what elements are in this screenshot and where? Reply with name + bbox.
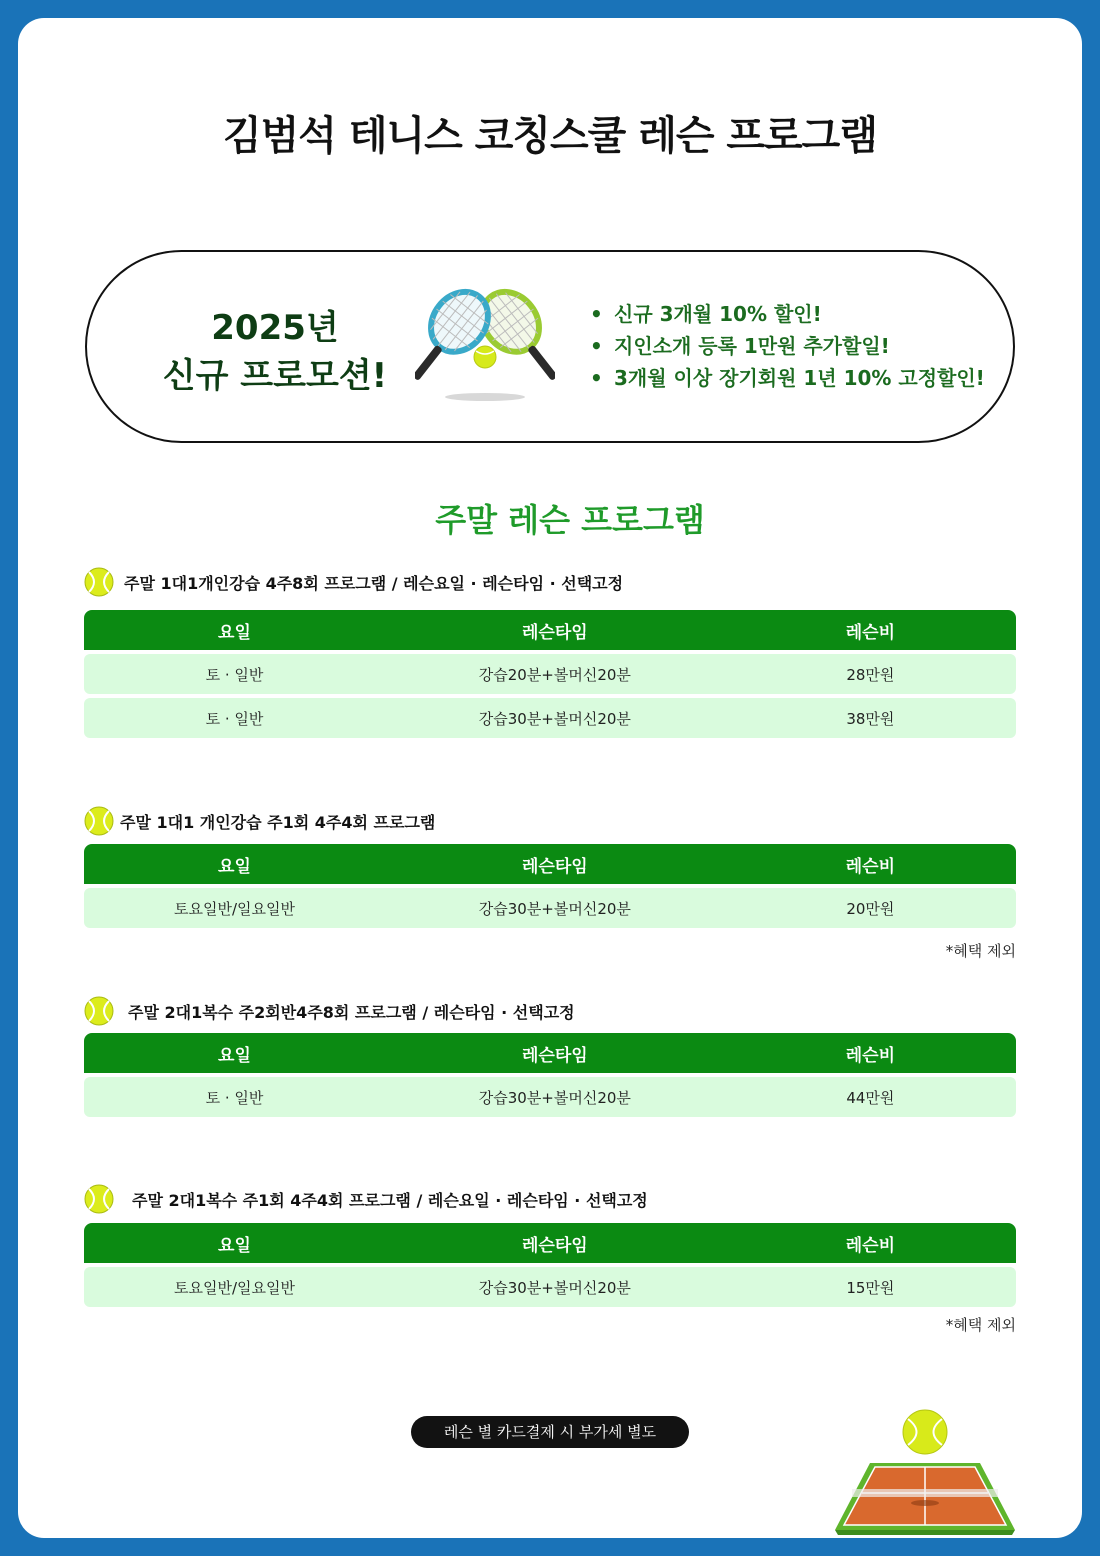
- tennis-ball-icon: [84, 567, 114, 597]
- tennis-court-icon: [830, 1405, 1020, 1535]
- col-fee: 레슨비: [845, 1045, 896, 1066]
- table-header: [84, 610, 1016, 650]
- promo-title: 신규 프로모션!: [162, 356, 388, 396]
- tennis-ball-icon: [84, 1184, 114, 1214]
- program-title: 주말 1대1개인강습 4주8회 프로그램 / 레슨요일 · 레슨타임 · 선택고정: [84, 566, 623, 598]
- col-day: 요일: [218, 622, 251, 643]
- col-time: 레슨타임: [522, 856, 588, 877]
- benefit-excluded-note: *혜택 제외: [945, 1316, 1016, 1334]
- col-day: 요일: [218, 1235, 251, 1256]
- col-fee: 레슨비: [845, 622, 896, 643]
- table-header: [84, 844, 1016, 884]
- price-table: [84, 1223, 1016, 1307]
- promo-benefit-list: [590, 298, 985, 394]
- col-fee: 레슨비: [845, 856, 896, 877]
- tennis-rackets-icon: [415, 285, 555, 405]
- tennis-ball-icon: [84, 996, 114, 1026]
- benefit-excluded-note: *혜택 제외: [945, 942, 1016, 960]
- table-row: 토 · 일반 강습30분+볼머신20분 38만원: [84, 698, 1016, 738]
- vat-notice-badge: 레슨 별 카드결제 시 부가세 별도: [411, 1416, 689, 1448]
- col-time: 레슨타임: [522, 622, 588, 643]
- price-table: [84, 844, 1016, 928]
- table-row: 토요일반/일요일반 강습30분+볼머신20분 15만원: [84, 1267, 1016, 1307]
- table-row: 토 · 일반 강습20분+볼머신20분 28만원: [84, 654, 1016, 694]
- section-heading: 주말 레슨 프로그램: [435, 501, 705, 539]
- table-row: 토요일반/일요일반 강습30분+볼머신20분 20만원: [84, 888, 1016, 928]
- table-header: [84, 1033, 1016, 1073]
- price-table: [84, 610, 1016, 738]
- col-time: 레슨타임: [522, 1045, 588, 1066]
- promo-item: • 지인소개 등록 1만원 추가할일!: [590, 334, 890, 358]
- table-header: [84, 1223, 1016, 1263]
- program-title: 주말 2대1복수 주2회반4주8회 프로그램 / 레슨타임 · 선택고정: [84, 995, 575, 1027]
- promo-year: 2025년: [211, 308, 339, 348]
- col-time: 레슨타임: [522, 1235, 588, 1256]
- table-row: 토 · 일반 강습30분+볼머신20분 44만원: [84, 1077, 1016, 1117]
- col-fee: 레슨비: [845, 1235, 896, 1256]
- col-day: 요일: [218, 856, 251, 877]
- tennis-ball-icon: [84, 806, 114, 836]
- page-card: [18, 18, 1082, 1538]
- price-table: [84, 1033, 1016, 1117]
- program-title: 주말 1대1 개인강습 주1회 4주4회 프로그램: [84, 805, 435, 837]
- promo-item: • 신규 3개월 10% 할인!: [590, 302, 822, 326]
- page-title: 김범석 테니스 코칭스쿨 레슨 프로그램: [223, 113, 877, 159]
- program-title: 주말 2대1복수 주1회 4주4회 프로그램 / 레슨요일 · 레슨타임 · 선택고정: [84, 1183, 648, 1215]
- col-day: 요일: [218, 1045, 251, 1066]
- promo-item: • 3개월 이상 장기회원 1년 10% 고정할인!: [590, 366, 985, 390]
